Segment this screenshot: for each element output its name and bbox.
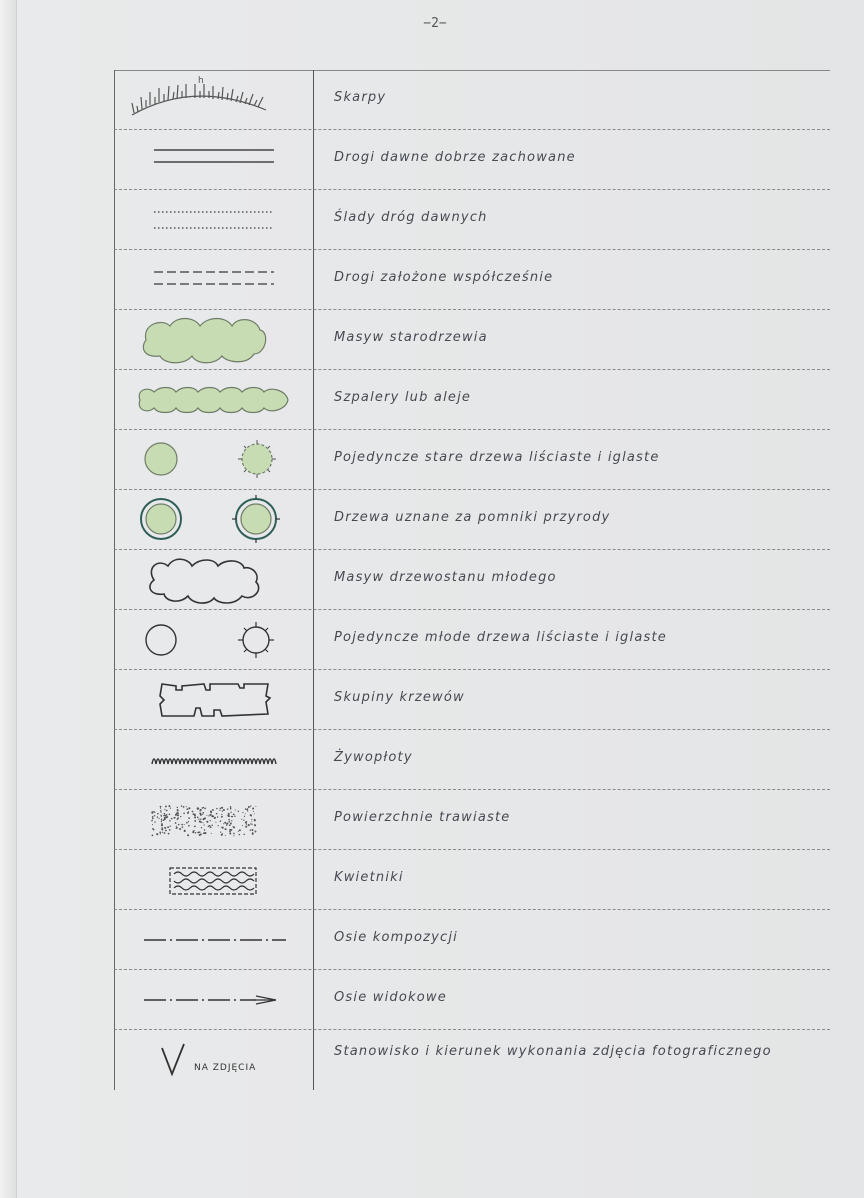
legend-label: Kwietniki [334,870,404,885]
legend-label: Ślady dróg dawnych [334,210,488,225]
escarpment-letter: h [198,76,204,86]
old-single-tree-symbol [114,430,313,490]
flowerbed-symbol [114,850,313,910]
composition-axis-symbol [114,910,313,970]
legend-row [114,190,830,250]
page-number: −2− [423,16,447,31]
legend-label: Masyw starodrzewia [334,330,488,345]
legend-label: Powierzchnie trawiaste [334,810,511,825]
view-axis-symbol [114,970,313,1030]
legend-row [114,430,830,490]
legend-label: Osie kompozycji [334,930,458,945]
legend-label: Skarpy [334,90,387,105]
hedge-symbol [114,730,313,790]
legend-row [114,370,830,430]
shrub-group-symbol [114,670,313,730]
legend-row [114,670,830,730]
young-single-tree-symbol [114,610,313,670]
legend-row [114,790,830,850]
legend-label: Żywopłoty [334,750,413,765]
legend-label: Drogi założone współcześnie [334,270,554,285]
legend-label: Masyw drzewostanu młodego [334,570,557,585]
legend-label: Pojedyncze stare drzewa liściaste i iglaste [334,450,660,465]
old-road-trace-symbol [114,190,313,250]
legend-label: Stanowisko i kierunek wykonania zdjęcia fotograficznego [334,1044,772,1059]
legend-row [114,310,830,370]
old-road-symbol [114,130,313,190]
legend-row [114,1030,830,1090]
legend-row [114,910,830,970]
legend-row [114,730,830,790]
legend-row [114,490,830,550]
grass-symbol [114,790,313,850]
photo-point-symbol [114,1030,313,1090]
legend-row [114,130,830,190]
legend-row [114,850,830,910]
binding-edge [0,0,17,1198]
photo-caption: NA ZDJĘCIA [194,1063,257,1073]
escarpment-symbol [114,70,313,130]
legend-row [114,70,830,130]
legend-row [114,550,830,610]
legend-table [114,70,830,1090]
monument-tree-symbol [114,490,313,550]
legend-row [114,970,830,1030]
old-tree-mass-symbol [114,310,313,370]
young-tree-mass-symbol [114,550,313,610]
legend-row [114,250,830,310]
legend-row [114,610,830,670]
modern-road-symbol [114,250,313,310]
tree-row-symbol [114,370,313,430]
legend-label: Pojedyncze młode drzewa liściaste i iglaste [334,630,667,645]
legend-label: Skupiny krzewów [334,690,465,705]
legend-label: Drogi dawne dobrze zachowane [334,150,576,165]
legend-label: Drzewa uznane za pomniki przyrody [334,510,611,525]
legend-label: Szpalery lub aleje [334,390,472,405]
legend-label: Osie widokowe [334,990,447,1005]
